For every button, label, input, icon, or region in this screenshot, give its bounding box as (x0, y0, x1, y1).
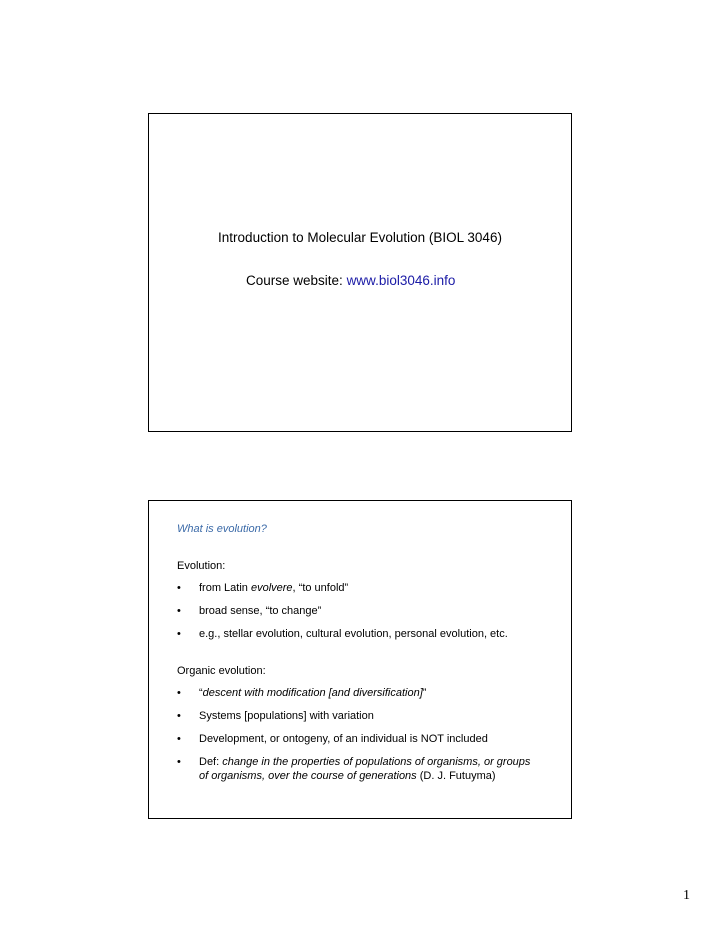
website-label: Course website: (246, 273, 343, 288)
bullet-icon: • (177, 628, 181, 640)
section-label-evolution: Evolution: (177, 560, 226, 572)
list-item: • Systems [populations] with variation (177, 710, 374, 722)
organic-evolution-bullet-list (177, 686, 557, 792)
course-website (246, 273, 455, 288)
website-link[interactable]: www.biol3046.info (346, 273, 456, 288)
slide-1 (148, 113, 572, 432)
list-item: • Def: change in the properties of populations of organisms, or groups of organisms, over the course of generations (D. J. Futuyma) (177, 756, 531, 782)
slide-title: Introduction to Molecular Evolution (BIOL 3046) (218, 230, 502, 245)
slide-heading: What is evolution? (177, 523, 267, 535)
bullet-icon: • (177, 710, 181, 722)
bullet-icon: • (177, 733, 181, 745)
page-number: 1 (683, 888, 690, 903)
list-item: • e.g., stellar evolution, cultural evolution, personal evolution, etc. (177, 628, 508, 640)
section-label-organic-evolution: Organic evolution: (177, 665, 266, 677)
bullet-icon: • (177, 687, 181, 699)
list-item: • “descent with modification [and diversification]” (177, 687, 427, 699)
list-item: • broad sense, “to change” (177, 605, 322, 617)
bullet-icon: • (177, 756, 181, 768)
bullet-icon: • (177, 582, 181, 594)
list-item: • Development, or ontogeny, of an individual is NOT included (177, 733, 488, 745)
slide-2 (148, 500, 572, 819)
list-item: • from Latin evolvere, “to unfold” (177, 582, 349, 594)
evolution-bullet-list (177, 581, 557, 650)
bullet-icon: • (177, 605, 181, 617)
